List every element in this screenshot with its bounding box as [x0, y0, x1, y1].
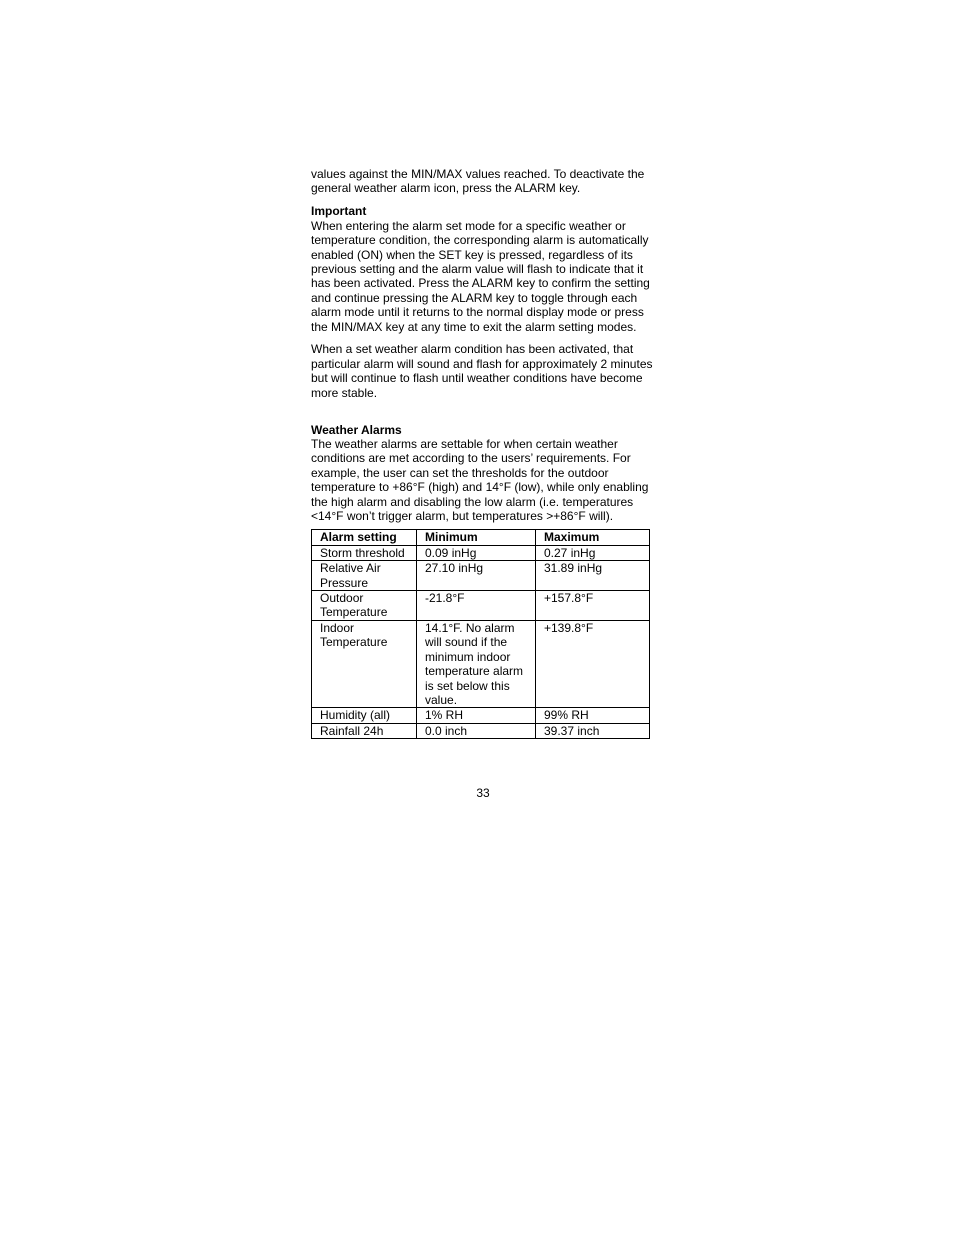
weather-alarms-heading: Weather Alarms	[311, 422, 402, 437]
table-cell: -21.8°F	[417, 591, 536, 621]
important-paragraph: When entering the alarm set mode for a specific weather or temperature condition, the corresponding alarm is automatically enabled (ON) when the SET key is pressed, regardless of its previous setting and the alarm value will flash to indicate that it has been activated. Press the ALARM key to confirm the setting and continue pressing the ALARM key to toggle through each alarm mode until it returns to the normal display mode or press the MIN/MAX key at any time to exit the alarm setting modes.	[311, 218, 650, 334]
manual-page-content	[311, 167, 661, 739]
important-heading: Important	[311, 204, 367, 219]
table-header-row	[312, 530, 650, 545]
table-row	[312, 561, 650, 591]
table-cell: +139.8°F	[536, 620, 650, 707]
table-cell: +157.8°F	[536, 591, 650, 621]
table-row	[312, 723, 650, 738]
table-row	[312, 591, 650, 621]
table-cell: 99% RH	[536, 708, 650, 723]
table-row	[312, 545, 650, 560]
table-cell: 39.37 inch	[536, 723, 650, 738]
table-cell: 0.0 inch	[417, 723, 536, 738]
table-row	[312, 620, 650, 707]
table-row	[312, 708, 650, 723]
table-cell: Rainfall 24h	[312, 723, 417, 738]
page-number: 33	[476, 786, 490, 800]
table-cell: Storm threshold	[312, 545, 417, 560]
column-header-alarm-setting: Alarm setting	[312, 530, 417, 545]
intro-paragraph: values against the MIN/MAX values reached. To deactivate the general weather alarm icon, press the ALARM key.	[311, 167, 645, 196]
column-header-minimum: Minimum	[417, 530, 536, 545]
table-cell: 1% RH	[417, 708, 536, 723]
weather-alarms-paragraph: The weather alarms are settable for when certain weather conditions are met according to the users’ requirements. For example, the user can set the thresholds for the outdoor temperature to +86°F (high) and 14°F (low), while only enabling the high alarm and disabling the low alarm (i.e. temperatures <14°F won’t trigger alarm, but temperatures >+86°F will).	[311, 437, 649, 524]
column-header-maximum: Maximum	[536, 530, 650, 545]
table-cell: Outdoor Temperature	[312, 591, 417, 621]
table-cell: 27.10 inHg	[417, 561, 536, 591]
table-cell: 14.1°F. No alarm will sound if the minimum indoor temperature alarm is set below this value.	[417, 620, 536, 707]
table-cell: Indoor Temperature	[312, 620, 417, 707]
alarm-condition-paragraph: When a set weather alarm condition has been activated, that particular alarm will sound and flash for approximately 2 minutes but will continue to flash until weather conditions have become more stable.	[311, 342, 653, 400]
table-cell: Humidity (all)	[312, 708, 417, 723]
table-cell: 0.27 inHg	[536, 545, 650, 560]
table-cell: 31.89 inHg	[536, 561, 650, 591]
alarm-settings-table	[311, 529, 650, 739]
table-cell: Relative Air Pressure	[312, 561, 417, 591]
table-cell: 0.09 inHg	[417, 545, 536, 560]
